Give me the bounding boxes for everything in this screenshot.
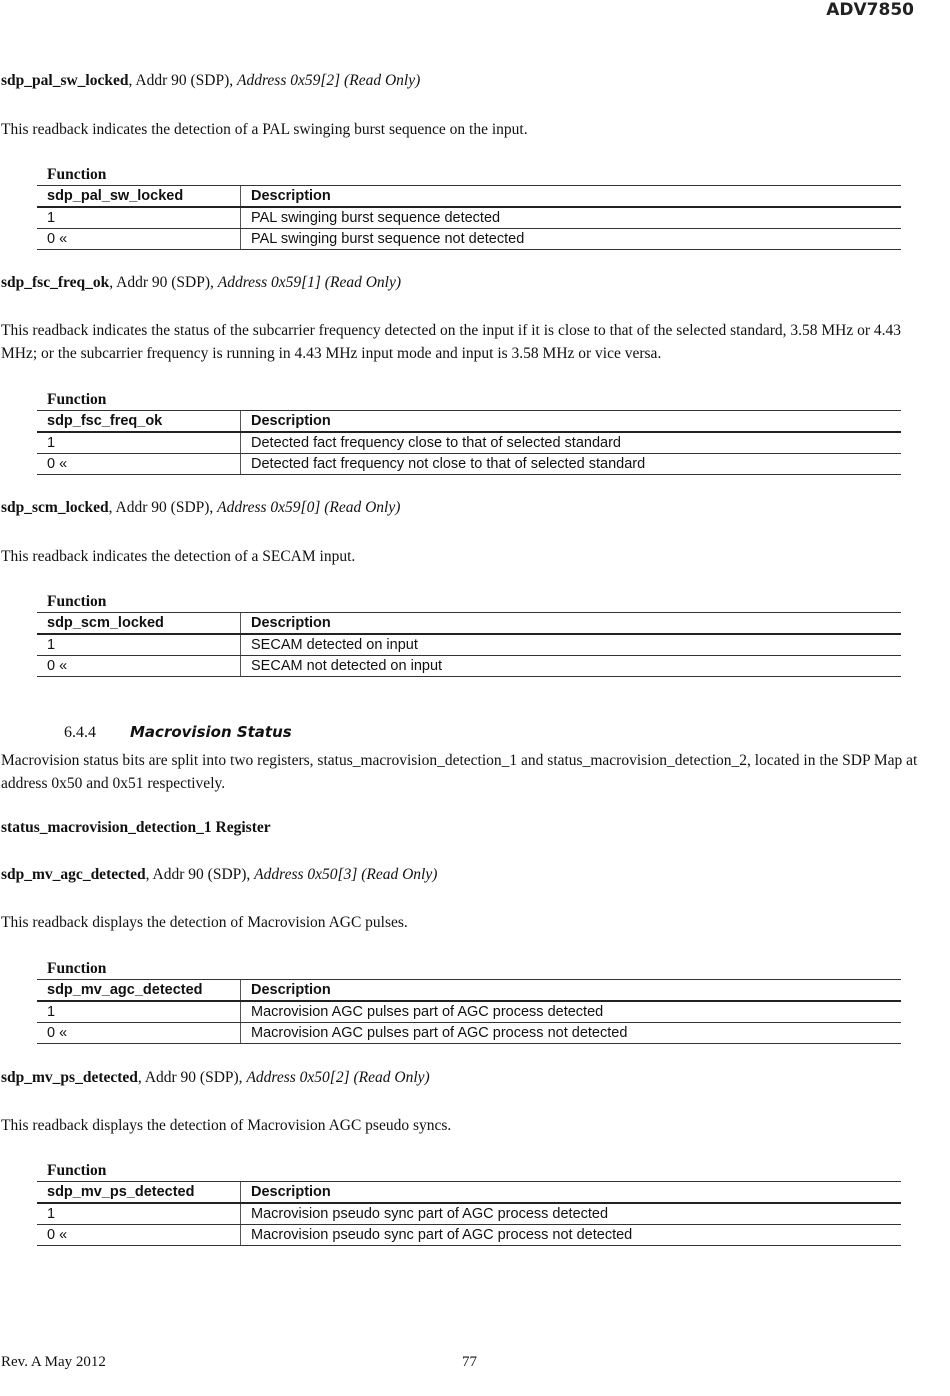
table-cell: 1 bbox=[37, 634, 241, 656]
register-name: sdp_fsc_freq_ok bbox=[1, 274, 110, 291]
table-header-row bbox=[37, 980, 901, 1002]
function-table bbox=[37, 390, 901, 475]
table-cell: SECAM not detected on input bbox=[241, 656, 902, 677]
subsection-heading bbox=[64, 723, 292, 742]
table-header-cell: sdp_pal_sw_locked bbox=[37, 186, 241, 208]
document-title: ADV7850 bbox=[826, 0, 914, 20]
register-heading bbox=[1, 274, 401, 292]
table-row bbox=[37, 634, 901, 656]
register-addr: , Addr 90 (SDP), bbox=[128, 72, 237, 89]
table-cell: SECAM detected on input bbox=[241, 634, 902, 656]
table-cell: Macrovision pseudo sync part of AGC process not detected bbox=[241, 1225, 902, 1246]
register-description: This readback displays the detection of Macrovision AGC pseudo syncs. bbox=[1, 1117, 452, 1134]
table-cell: 0 « bbox=[37, 229, 241, 250]
register-heading bbox=[1, 1069, 430, 1087]
footer-revision: Rev. A May 2012 bbox=[1, 1354, 106, 1370]
function-table bbox=[37, 1161, 901, 1246]
table-header-cell: Description bbox=[241, 1182, 902, 1204]
table-cell: Macrovision pseudo sync part of AGC process detected bbox=[241, 1203, 902, 1225]
register-group-title: status_macrovision_detection_1 Register bbox=[1, 819, 271, 836]
table-cell: Detected fact frequency not close to that of selected standard bbox=[241, 454, 902, 475]
table-cell: 1 bbox=[37, 432, 241, 454]
register-address-detail: Address 0x59[1] (Read Only) bbox=[217, 274, 401, 291]
table-row bbox=[37, 1203, 901, 1225]
table-header-row bbox=[37, 1182, 901, 1204]
register-heading bbox=[1, 499, 400, 517]
register-heading bbox=[1, 72, 420, 90]
table-header-row bbox=[37, 613, 901, 635]
function-label: Function bbox=[47, 960, 107, 977]
subsection-title: Macrovision Status bbox=[130, 723, 292, 741]
table-row bbox=[37, 432, 901, 454]
table-row bbox=[37, 656, 901, 677]
table-header-cell: sdp_scm_locked bbox=[37, 613, 241, 635]
register-name: sdp_scm_locked bbox=[1, 499, 109, 516]
function-table bbox=[37, 959, 901, 1044]
register-description: This readback indicates the status of the subcarrier frequency detected on the input if it is close to that of the selected standard, 3.58 MHz or 4.43 MHz; or the subcarrier frequency is running in 4.43 MHz input mode and input is 3.58 MHz or vice versa. bbox=[1, 322, 901, 362]
subsection-number: 6.4.4 bbox=[64, 724, 96, 741]
register-addr: , Addr 90 (SDP), bbox=[109, 274, 218, 291]
table-cell: Macrovision AGC pulses part of AGC process not detected bbox=[241, 1023, 902, 1044]
table-cell: 1 bbox=[37, 1203, 241, 1225]
table-header-cell: sdp_fsc_freq_ok bbox=[37, 411, 241, 433]
table-cell: 0 « bbox=[37, 1023, 241, 1044]
register-address-detail: Address 0x50[3] (Read Only) bbox=[254, 866, 438, 883]
table-header-cell: sdp_mv_ps_detected bbox=[37, 1182, 241, 1204]
table-row bbox=[37, 454, 901, 475]
table-cell: PAL swinging burst sequence not detected bbox=[241, 229, 902, 250]
register-addr: , Addr 90 (SDP), bbox=[145, 866, 255, 883]
function-label: Function bbox=[47, 593, 107, 610]
table-cell: 0 « bbox=[37, 656, 241, 677]
table-row bbox=[37, 1001, 901, 1023]
register-name: sdp_pal_sw_locked bbox=[1, 72, 129, 89]
register-name: sdp_mv_agc_detected bbox=[1, 866, 146, 883]
subsection-description: Macrovision status bits are split into two registers, status_macrovision_detection_1 and status_macrovision_detection_2, located in the SDP Map at address 0x50 and 0x51 respectively. bbox=[1, 752, 918, 792]
register-description: This readback indicates the detection of a PAL swinging burst sequence on the input. bbox=[1, 121, 528, 138]
table-header-cell: Description bbox=[241, 411, 902, 433]
register-addr: , Addr 90 (SDP), bbox=[108, 499, 218, 516]
table-cell: PAL swinging burst sequence detected bbox=[241, 207, 902, 229]
page-number: 77 bbox=[462, 1354, 477, 1370]
register-address-detail: Address 0x59[2] (Read Only) bbox=[237, 72, 421, 89]
table-header-cell: Description bbox=[241, 613, 902, 635]
table-row bbox=[37, 1023, 901, 1044]
table-cell: Detected fact frequency close to that of selected standard bbox=[241, 432, 902, 454]
table-row bbox=[37, 229, 901, 250]
function-label: Function bbox=[47, 1162, 107, 1179]
function-table bbox=[37, 165, 901, 250]
register-name: sdp_mv_ps_detected bbox=[1, 1069, 138, 1086]
table-header-cell: Description bbox=[241, 186, 902, 208]
table-cell: 1 bbox=[37, 1001, 241, 1023]
table-header-row bbox=[37, 411, 901, 433]
function-label: Function bbox=[47, 166, 107, 183]
table-header-cell: sdp_mv_agc_detected bbox=[37, 980, 241, 1002]
register-addr: , Addr 90 (SDP), bbox=[137, 1069, 247, 1086]
table-cell: 0 « bbox=[37, 454, 241, 475]
table-cell: 0 « bbox=[37, 1225, 241, 1246]
table-header-row bbox=[37, 186, 901, 208]
register-address-detail: Address 0x50[2] (Read Only) bbox=[246, 1069, 430, 1086]
table-row bbox=[37, 207, 901, 229]
function-table bbox=[37, 592, 901, 677]
function-label: Function bbox=[47, 391, 107, 408]
table-header-cell: Description bbox=[241, 980, 902, 1002]
table-cell: 1 bbox=[37, 207, 241, 229]
table-cell: Macrovision AGC pulses part of AGC process detected bbox=[241, 1001, 902, 1023]
table-row bbox=[37, 1225, 901, 1246]
register-heading bbox=[1, 866, 437, 884]
register-address-detail: Address 0x59[0] (Read Only) bbox=[217, 499, 401, 516]
register-description: This readback indicates the detection of a SECAM input. bbox=[1, 548, 356, 565]
register-description: This readback displays the detection of Macrovision AGC pulses. bbox=[1, 914, 408, 931]
